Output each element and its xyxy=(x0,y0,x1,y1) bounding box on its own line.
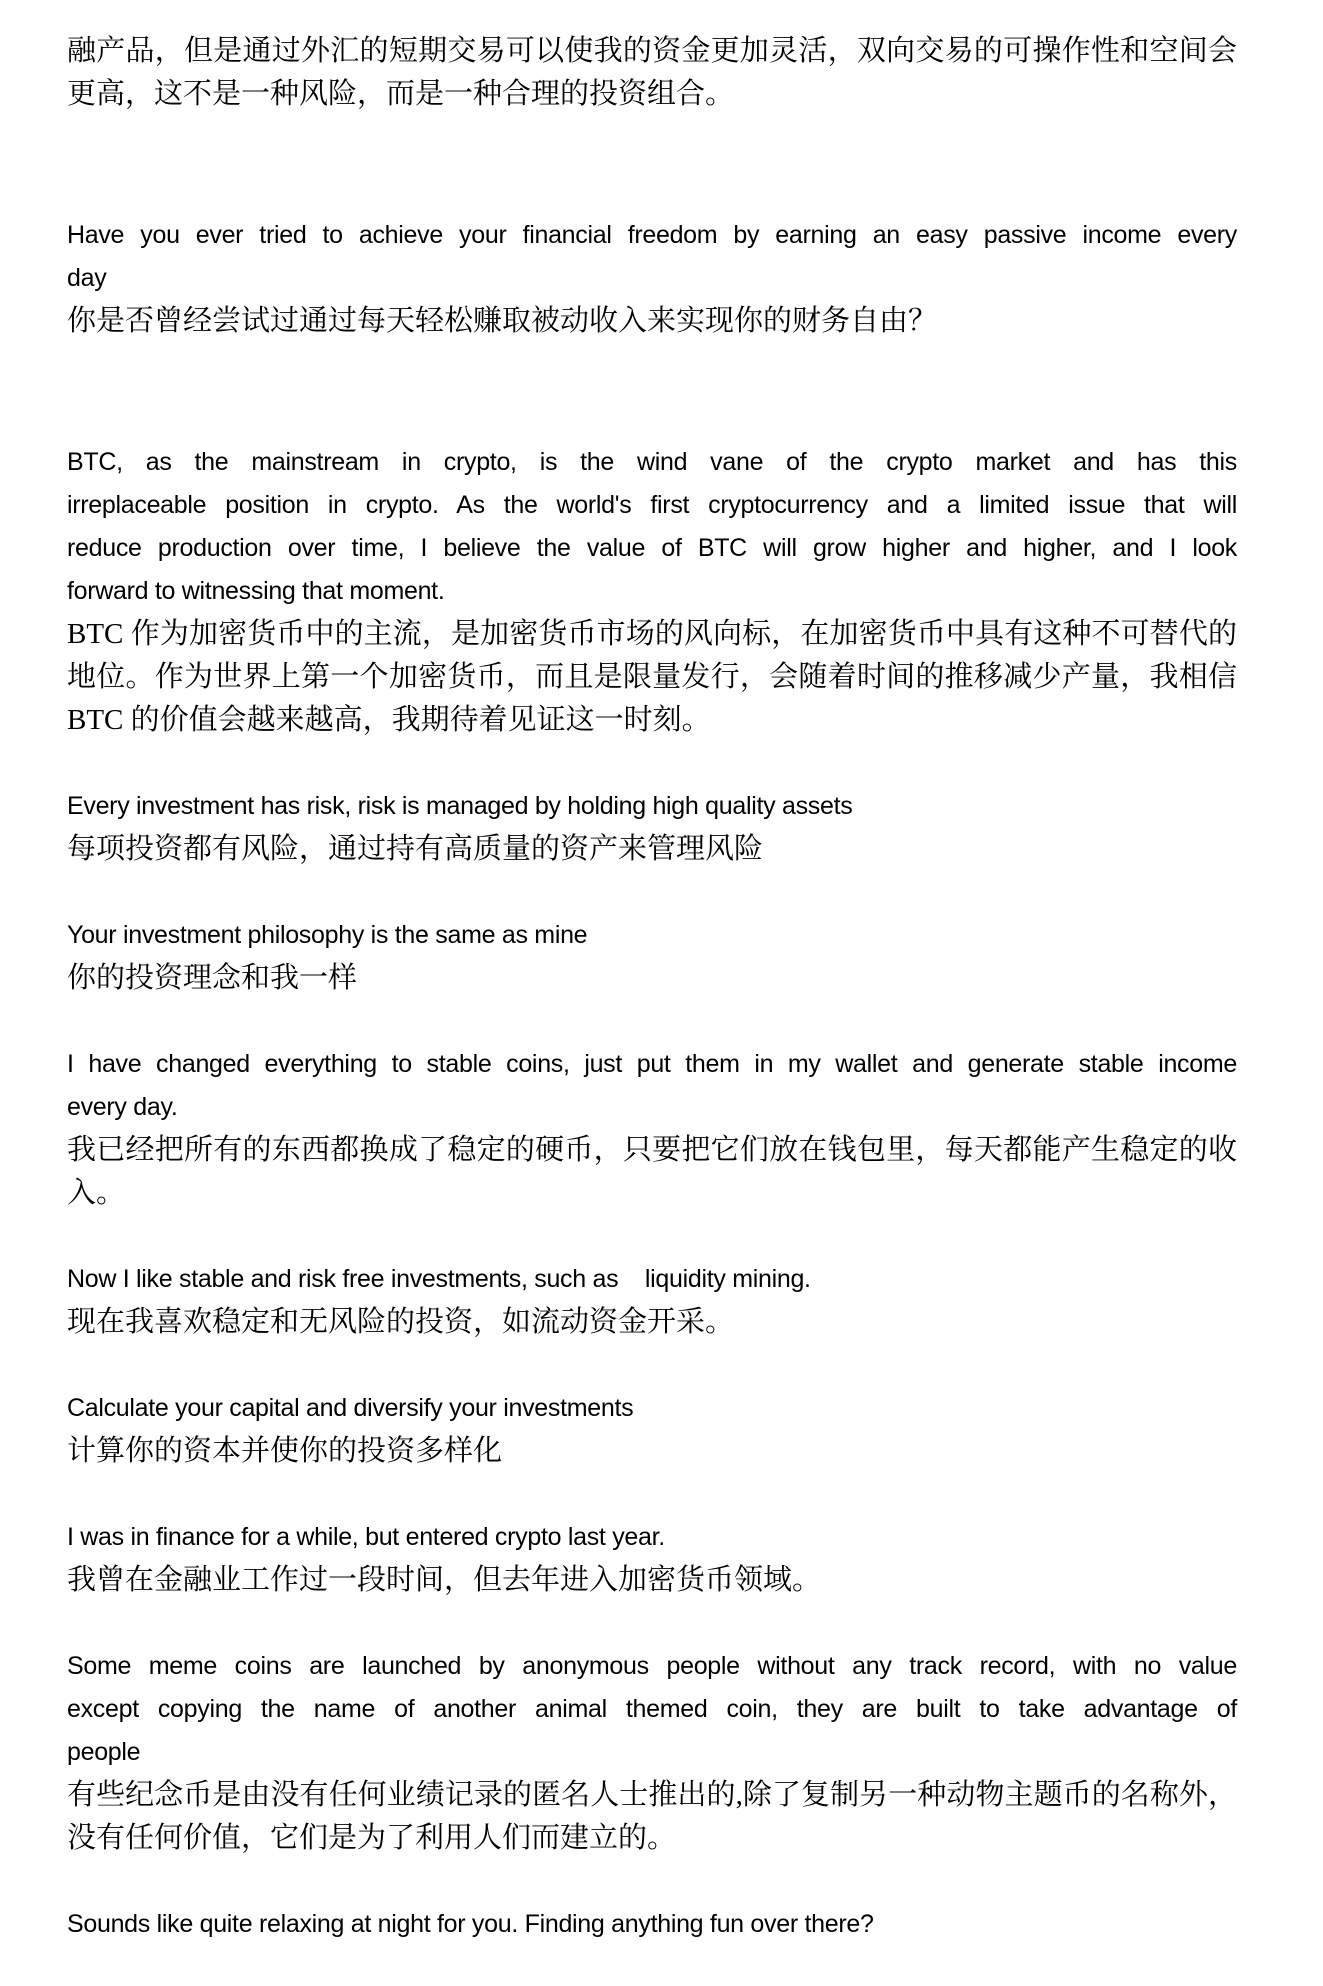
paragraph-10 xyxy=(67,1645,1237,1860)
text-line: 你的投资理念和我一样 xyxy=(67,962,358,994)
paragraph-2 xyxy=(67,214,1237,343)
text-line: BTC 作为加密货币中的主流，是加密货币市场的风向标，在加密货币中具有这种不可替代的 xyxy=(67,618,1237,650)
text-line: Sounds like quite relaxing at night for you. Finding anything fun over there? xyxy=(67,1910,874,1938)
text-line: 每项投资都有风险，通过持有高质量的资产来管理风险 xyxy=(67,833,764,865)
text-line: reduce production over time, I believe the value of BTC will grow higher and higher, and I look xyxy=(67,534,1237,562)
text-line: I was in finance for a while, but entered crypto last year. xyxy=(67,1523,665,1551)
paragraph-6 xyxy=(67,1043,1237,1215)
text-line: 你是否曾经尝试过通过每天轻松赚取被动收入来实现你的财务自由？ xyxy=(67,305,938,337)
text-line: forward to witnessing that moment. xyxy=(67,577,445,605)
paragraph-9 xyxy=(67,1516,1237,1602)
text-line: Calculate your capital and diversify your investments xyxy=(67,1394,634,1422)
text-line: 我曾在金融业工作过一段时间，但去年进入加密货币领域。 xyxy=(67,1564,822,1596)
paragraph-7 xyxy=(67,1258,1237,1344)
text-line: irreplaceable position in crypto. As the world's first cryptocurrency and a limited issue that will xyxy=(67,491,1237,519)
text-line: 计算你的资本并使你的投资多样化 xyxy=(67,1435,503,1467)
text-line: 地位。作为世界上第一个加密货币，而且是限量发行，会随着时间的推移减少产量，我相信 xyxy=(67,661,1237,693)
text-line: BTC, as the mainstream in crypto, is the wind vane of the crypto market and has this xyxy=(67,448,1237,476)
text-line: 更高，这不是一种风险，而是一种合理的投资组合。 xyxy=(67,78,735,110)
text-line: people xyxy=(67,1738,141,1766)
text-line: day xyxy=(67,264,107,292)
text-line: except copying the name of another animal themed coin, they are built to take advantage of xyxy=(67,1695,1237,1723)
paragraph-11 xyxy=(67,1903,1237,1946)
text-line: 入。 xyxy=(67,1177,126,1209)
text-line: 有些纪念币是由没有任何业绩记录的匿名人士推出的,除了复制另一种动物主题币的名称外， xyxy=(67,1779,1237,1811)
text-line: every day. xyxy=(67,1093,178,1121)
text-line: I have changed everything to stable coins, just put them in my wallet and generate stable income xyxy=(67,1050,1237,1078)
paragraph-3 xyxy=(67,441,1237,742)
paragraph-4 xyxy=(67,785,1237,871)
paragraph-5 xyxy=(67,914,1237,1000)
paragraph-8 xyxy=(67,1387,1237,1473)
text-line: 现在我喜欢稳定和无风险的投资，如流动资金开采。 xyxy=(67,1306,735,1338)
text-line: Some meme coins are launched by anonymous people without any track record, with no value xyxy=(67,1652,1237,1680)
text-line: Now I like stable and risk free investments, such as liquidity mining. xyxy=(67,1265,811,1293)
text-line: Have you ever tried to achieve your financial freedom by earning an easy passive income every xyxy=(67,221,1237,249)
text-line: 融产品，但是通过外汇的短期交易可以使我的资金更加灵活，双向交易的可操作性和空间会 xyxy=(67,35,1237,67)
text-line: BTC 的价值会越来越高，我期待着见证这一时刻。 xyxy=(67,704,711,736)
text-line: 我已经把所有的东西都换成了稳定的硬币，只要把它们放在钱包里，每天都能产生稳定的收 xyxy=(67,1134,1237,1166)
text-line: Every investment has risk, risk is managed by holding high quality assets xyxy=(67,792,853,820)
text-line: Your investment philosophy is the same as mine xyxy=(67,921,588,949)
paragraph-1 xyxy=(67,30,1237,116)
text-line: 没有任何价值，它们是为了利用人们而建立的。 xyxy=(67,1822,677,1854)
